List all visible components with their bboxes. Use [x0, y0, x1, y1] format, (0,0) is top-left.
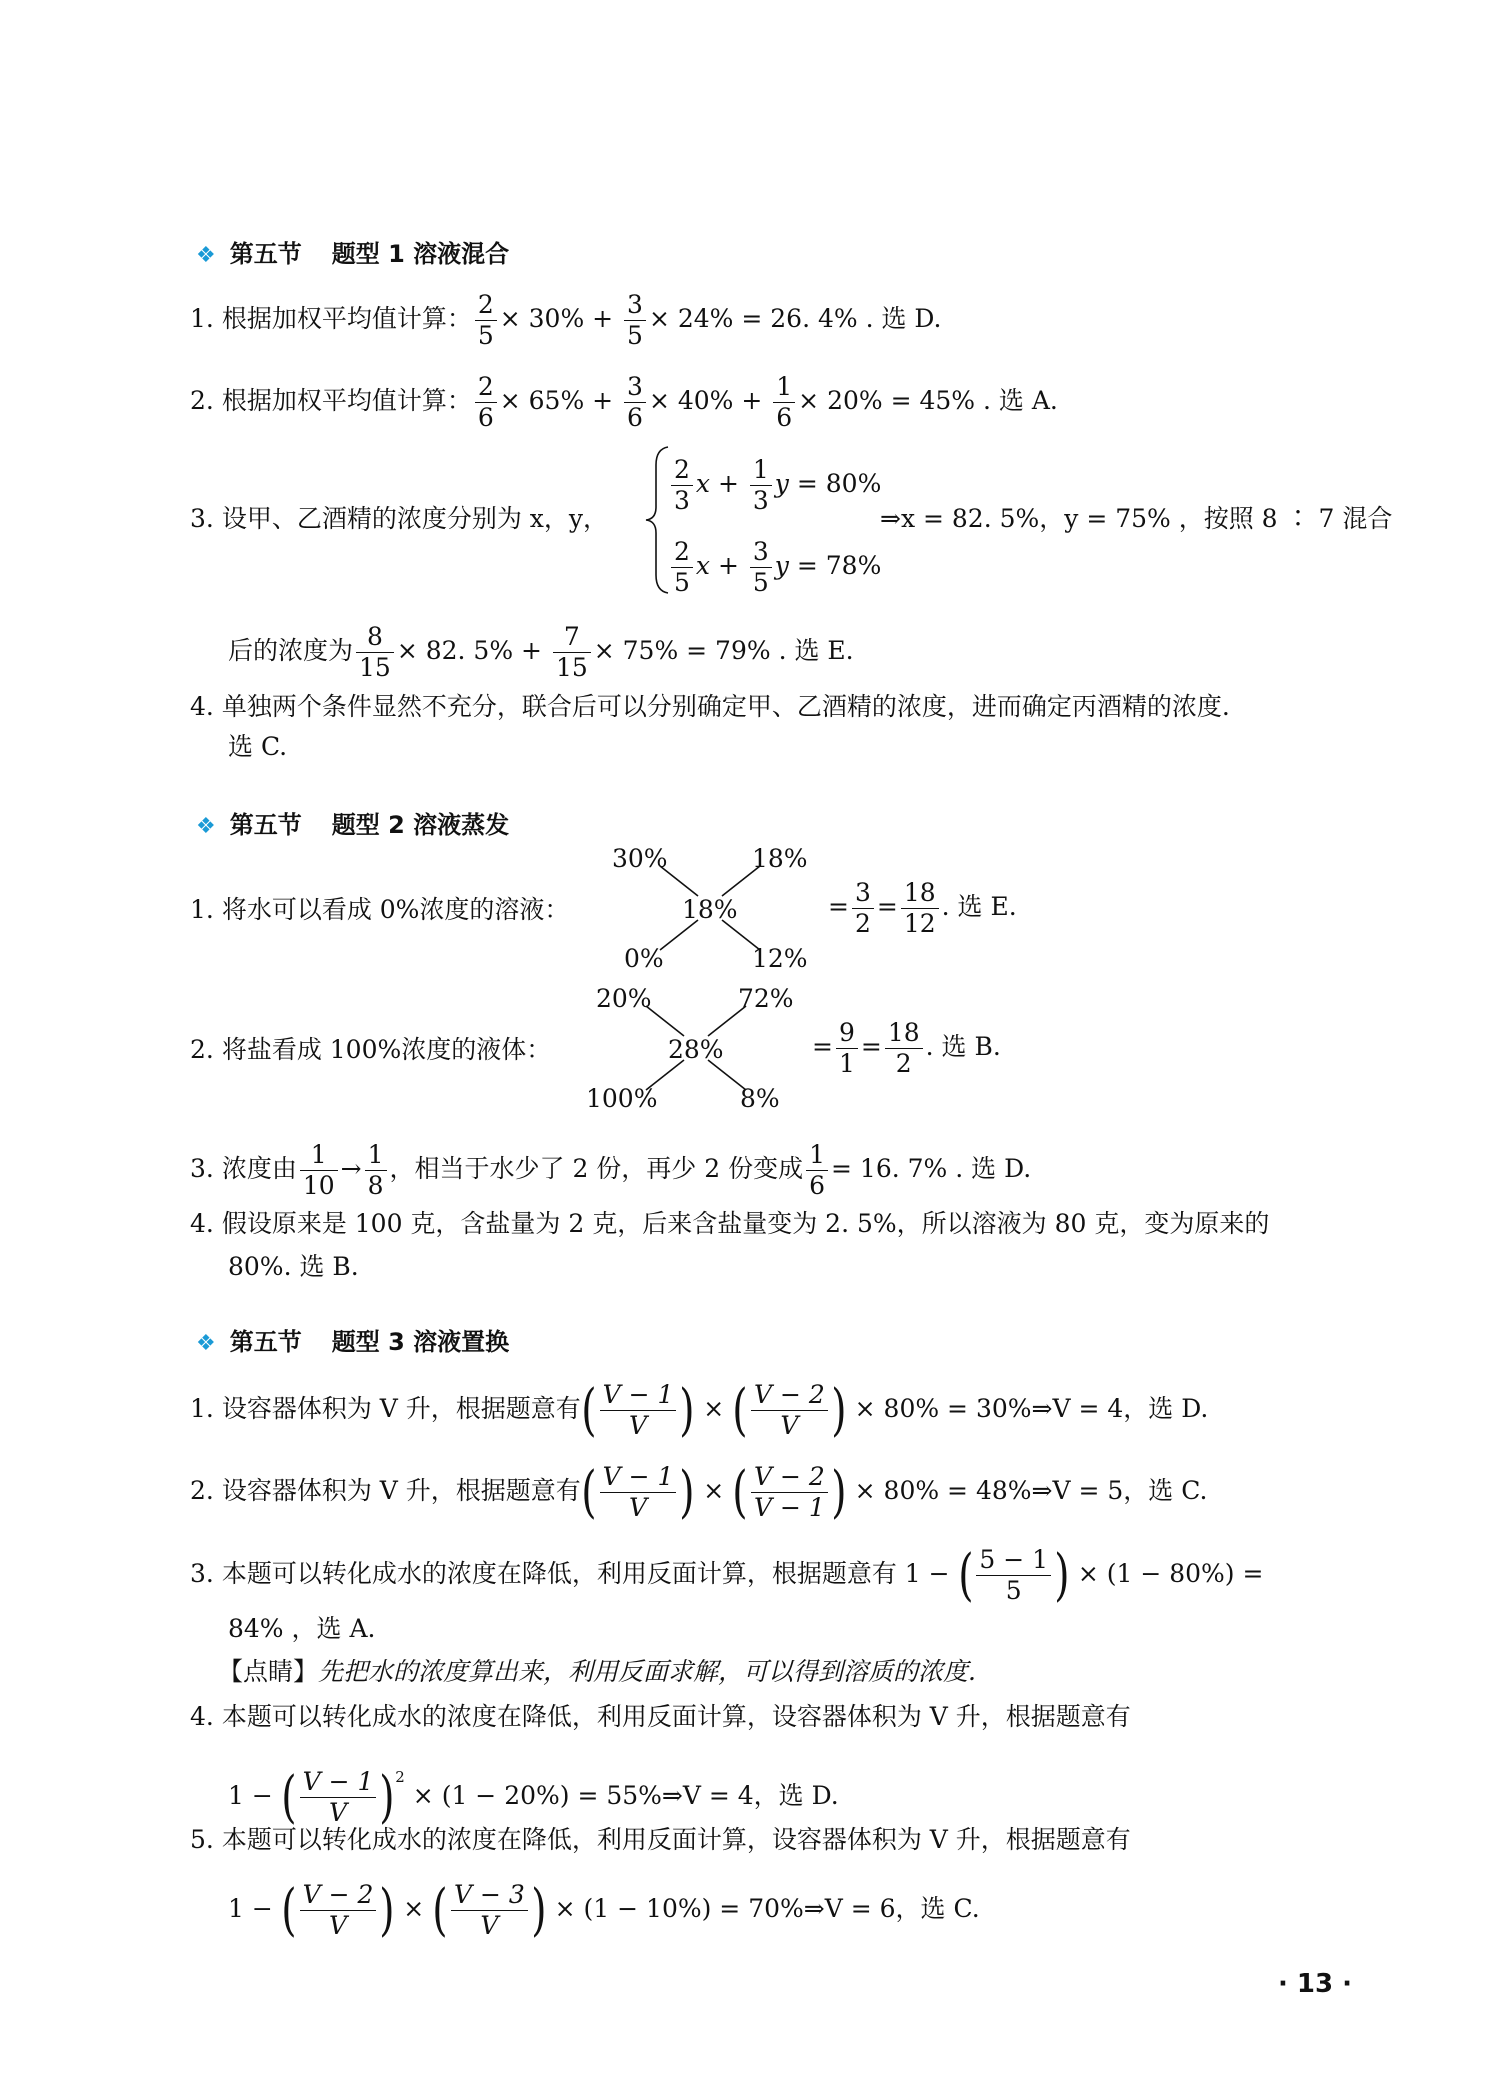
cross-top-left: 30%	[612, 844, 668, 873]
s2-q3: 3. 浓度由 $\frac{1}{10}$ → $\frac{1}{8}$ ，相当于水少了 2 份，再少 2 份变成 $\frac{1}{6}$ = 16. 7% . 选 D.	[190, 1140, 1032, 1200]
cross-top-right: 18%	[752, 844, 808, 873]
section-heading-3: ❖ 第五节 题型 3 溶液置换	[196, 1328, 510, 1356]
cross-top-left: 20%	[596, 984, 652, 1013]
s3-q5-cont: 1 − ( $\frac{V - 2}{V}$ ) × ( $\frac{V - 3}{V}$ ) × (1 − 10%) = 70%⇒V = 6，选 C.	[228, 1877, 980, 1943]
s1-q4-cont: 选 C.	[228, 732, 288, 761]
equation-2: $\frac{2}{5}$ x + $\frac{3}{5}$ y = 78%	[668, 537, 881, 598]
page-number: · 13 ·	[1278, 1969, 1353, 1999]
cross-center: 28%	[668, 1035, 724, 1064]
s1-q3-cont: 后的浓度为 $\frac{8}{15}$ × 82. 5% + $\frac{7}{15}$ × 75% = 79% . 选 E.	[228, 622, 854, 682]
s3-q4: 4. 本题可以转化成水的浓度在降低，利用反面计算，设容器体积为 V 升，根据题意有	[190, 1702, 1131, 1731]
diamond-bullet-icon: ❖	[196, 1331, 216, 1356]
s3-q1: 1. 设容器体积为 V 升，根据题意有( $\frac{V - 1}{V}$ ) × ( $\frac{V - 2}{V}$ ) × 80% = 30%⇒V = 4，选 D.	[190, 1377, 1209, 1443]
equation-1: $\frac{2}{3}$ x + $\frac{1}{3}$ y = 80%	[668, 455, 881, 516]
diamond-bullet-icon: ❖	[196, 243, 216, 268]
s1-q4: 4. 单独两个条件显然不充分，联合后可以分别确定甲、乙酒精的浓度，进而确定丙酒精的浓度.	[190, 692, 1230, 721]
s3-q5: 5. 本题可以转化成水的浓度在降低，利用反面计算，设容器体积为 V 升，根据题意有	[190, 1825, 1131, 1854]
s3-q4-cont: 1 − ( $\frac{V - 1}{V}$ )$^2$ × (1 − 20%) = 55%⇒V = 4，选 D.	[228, 1764, 839, 1830]
s1-q2: 2. 根据加权平均值计算： $\frac{2}{6}$ × 65% + $\frac{3}{6}$ × 40% + $\frac{1}{6}$ × 20% = 45% . 选 A.	[190, 372, 1058, 432]
s3-q3-cont: 84% ，选 A.	[228, 1614, 376, 1643]
cross-center: 18%	[682, 895, 738, 924]
tip-note: 【点睛】先把水的浓度算出来，利用反面求解，可以得到溶质的浓度.	[218, 1657, 976, 1686]
s2-q4-cont: 80%. 选 B.	[228, 1252, 359, 1281]
s2-q4: 4. 假设原来是 100 克，含盐量为 2 克，后来含盐量变为 2. 5%，所以溶液为 80 克，变为原来的	[190, 1209, 1270, 1238]
s3-q2: 2. 设容器体积为 V 升，根据题意有( $\frac{V - 1}{V}$ ) × ( $\frac{V - 2}{V - 1}$ ) × 80% = 48%⇒V = 5，选 C.	[190, 1459, 1208, 1525]
cross-bottom-right: 12%	[752, 944, 808, 973]
cross-bottom-left: 100%	[586, 1084, 658, 1113]
cross-top-right: 72%	[738, 984, 794, 1013]
s1-q1: 1. 根据加权平均值计算： $\frac{2}{5}$ × 30% + $\frac{3}{5}$ × 24% = 26. 4% . 选 D.	[190, 290, 942, 350]
section-heading-1: ❖ 第五节 题型 1 溶液混合	[196, 240, 510, 268]
diamond-bullet-icon: ❖	[196, 814, 216, 839]
s3-q3: 3. 本题可以转化成水的浓度在降低，利用反面计算，根据题意有 1 − ( $\frac{5 - 1}{5}$ ) × (1 − 80%) =	[190, 1542, 1264, 1608]
cross-bottom-right: 8%	[740, 1084, 780, 1113]
cross-bottom-left: 0%	[624, 944, 664, 973]
section-heading-2: ❖ 第五节 题型 2 溶液蒸发	[196, 811, 510, 839]
